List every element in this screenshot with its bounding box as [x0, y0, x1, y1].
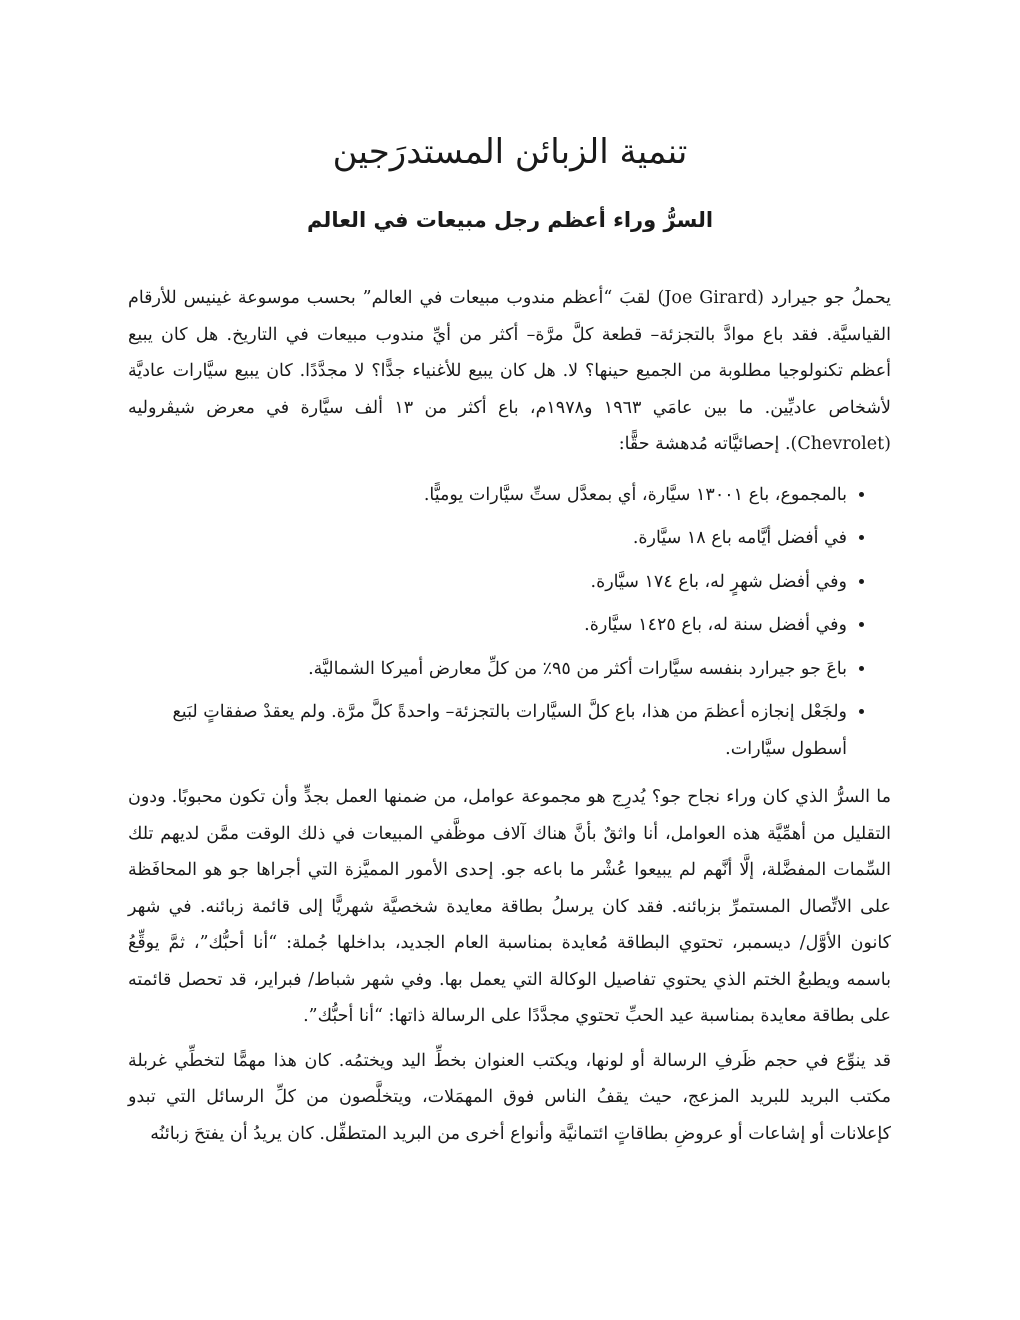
intro-paragraph: يحملُ جو جيرارد (Joe Girard) لقبَ “أعظم مندوب مبيعات في العالم” بحسب موسوعة غينيس للأرقام القياسيَّة. فقد باع موادَّ بالتجزئة– قطعة كلَّ مرَّة– أكثر من أيِّ مندوب مبيعات في التاريخ. هل كان يبيع أعظم تكنولوجيا مطلوبة من الجميع حينها؟ لا. هل كان يبيع للأغنياء جدًّا؟ لا مجدَّدًا. كان يبيع سيَّارات عاديَّة لأشخاص عاديِّين. ما بين عامَي ١٩٦٣ و١٩٧٨م، باع أكثر من ١٣ ألف سيَّارة في معرض شيڤروليه (Chevrolet). إحصائيَّاته مُدهشة حقًّا:	[128, 288, 892, 454]
article-body	[128, 280, 891, 1160]
body-paragraph: ما السرُّ الذي كان وراء نجاح جو؟ يُدرِج هو مجموعة عوامل، من ضمنها العمل بجدٍّ وأن تكون محبوبًا. ودون التقليل من أهمِّيَّة هذه العوامل، أنا واثقٌ بأنَّ هناك آلاف موظَّفي المبيعات في ذلك الوقت ممَّن لديهم تلك السِّمات المفضَّلة، إلَّا أنَّهم لم يبيعوا عُشْر ما باعه جو. إحدى الأمور المميَّزة التي أجراها جو هو المحافَظة على الاتِّصال المستمرِّ بزبائنه. فقد كان يرسلُ بطاقة معايدة شخصيَّة شهريًّا إلى قائمة زبائنه. في شهر كانون الأوَّل/ ديسمبر، تحتوي البطاقة مُعايدة بمناسبة العام الجديد، بداخلها جُملة: “أنا أحبُّك”، ثمَّ يوقِّعُ باسمه ويطبعُ الختم الذي يحتوي تفاصيل الوكالة التي يعمل بها. وفي شهر شباط/ فبراير، قد تحصل قائمته على بطاقة معايدة بمناسبة عيد الحبِّ تحتوي مجدَّدًا على الرسالة ذاتها: “أنا أحبُّك”.	[128, 787, 891, 1026]
page-title: تنمية الزبائن المستدرَجين	[332, 132, 688, 172]
page-subtitle: السرُّ وراء أعظم رجل مبيعات في العالم	[306, 208, 714, 232]
list-item: • وفي أفضل سنة له، باع ١٤٢٥ سيَّارة.	[128, 607, 847, 644]
list-item: • ولجَعْل إنجازه أعظمَ من هذا، باع كلَّ السيَّارات بالتجزئة– واحدةً كلَّ مرَّة. ولم يعقدْ صفقاتٍ لبَيع أسطول سيَّارات.	[128, 694, 847, 767]
list-item: • في أفضل أيَّامه باع ١٨ سيَّارة.	[128, 520, 847, 557]
body-paragraph: قد ينوِّع في حجم ظَرفِ الرسالة أو لونها، ويكتب العنوان بخطِّ اليد ويختمُه. كان هذا مهمًّا لتخطِّي غربلة مكتب البريد للبريد المزعج، حيث يقفُ الناس فوق المهمَلات، ويتخلَّصون من كلِّ الرسائل التي تبدو كإعلانات أو إشاعات أو عروضِ بطاقاتٍ ائتمانيَّة وأنواع أخرى من البريد المتطفِّل. كان يريدُ أن يفتحَ زبائنُه	[128, 1050, 891, 1144]
list-item: • باعَ جو جيرارد بنفسه سيَّارات أكثر من ٩٥٪ من كلِّ معارض أميركا الشماليَّة.	[128, 651, 847, 688]
list-item: • بالمجموع، باع ١٣٠٠١ سيَّارة، أي بمعدَّل ستِّ سيَّارات يوميًّا.	[128, 477, 847, 514]
list-item: • وفي أفضل شهرٍ له، باع ١٧٤ سيَّارة.	[128, 564, 847, 601]
statistics-list	[128, 477, 865, 768]
